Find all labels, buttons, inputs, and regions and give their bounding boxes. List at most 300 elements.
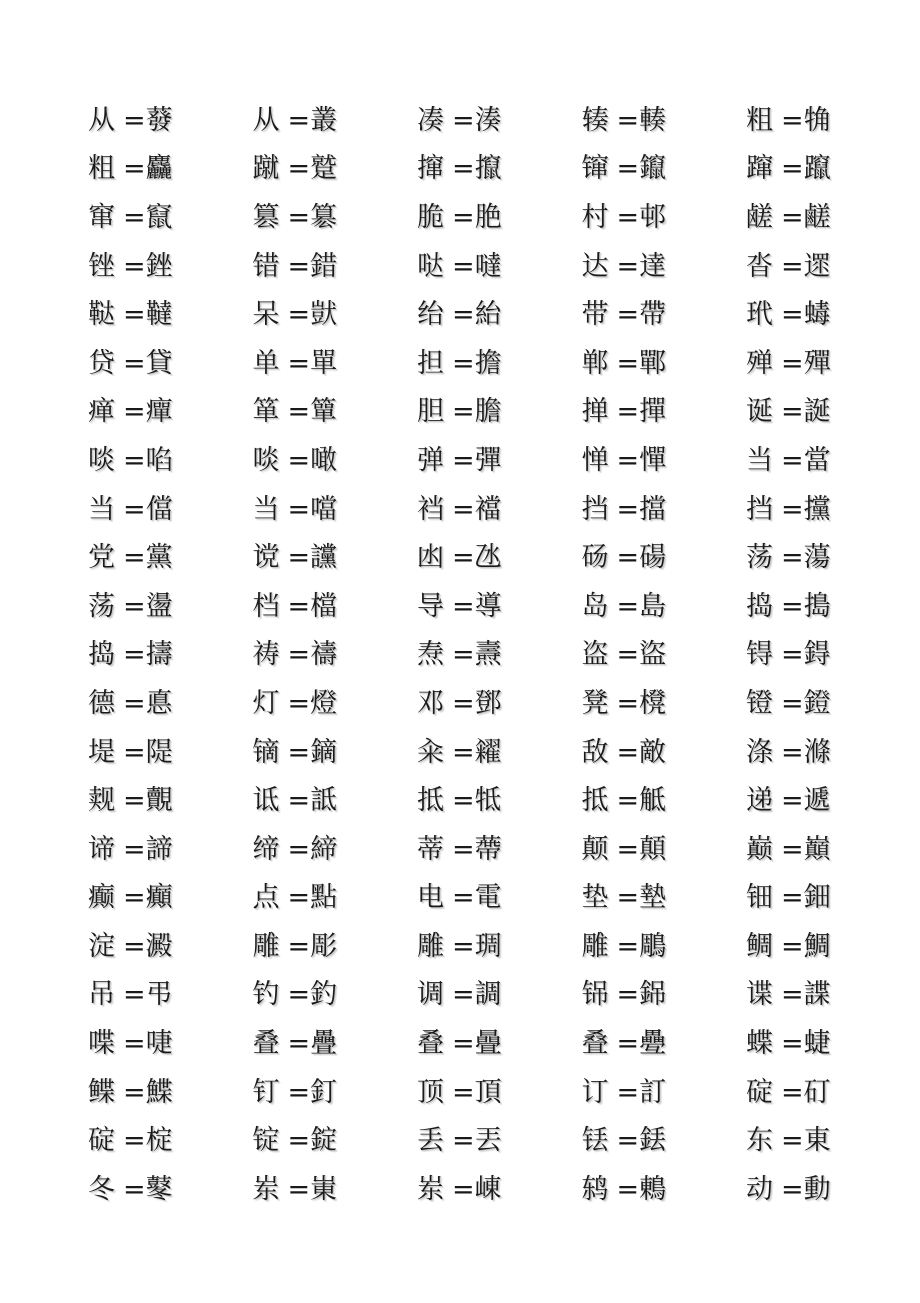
simplified-character: 蝶 xyxy=(746,1028,773,1060)
equals-sign: = xyxy=(781,444,804,476)
equals-sign: = xyxy=(123,201,146,233)
character-pair xyxy=(253,193,418,242)
variant-character: 頂 xyxy=(474,1076,502,1108)
character-pair xyxy=(582,145,747,194)
variant-character: 銱 xyxy=(639,979,667,1011)
character-pair xyxy=(417,631,582,680)
variant-character: 達 xyxy=(639,250,667,282)
character-pair xyxy=(88,971,253,1020)
character-pair xyxy=(88,436,253,485)
equals-sign: = xyxy=(781,785,804,817)
character-pair xyxy=(746,582,911,631)
simplified-character: 抵 xyxy=(417,785,444,817)
equals-sign: = xyxy=(123,104,146,136)
simplified-character: 裆 xyxy=(417,493,444,525)
equals-sign: = xyxy=(452,542,475,574)
character-pair xyxy=(746,776,911,825)
simplified-character: 弹 xyxy=(417,444,444,476)
variant-character: 蕩 xyxy=(803,542,831,574)
equals-sign: = xyxy=(781,1173,804,1205)
character-pair xyxy=(746,339,911,388)
variant-character: 訂 xyxy=(639,1076,667,1108)
simplified-character: 德 xyxy=(88,687,115,719)
simplified-character: 蒂 xyxy=(417,833,444,865)
simplified-character: 碇 xyxy=(88,1125,115,1157)
simplified-character: 荡 xyxy=(746,542,773,574)
character-pair xyxy=(582,1165,747,1214)
variant-character: 邨 xyxy=(639,201,667,233)
variant-character: 鄲 xyxy=(639,347,667,379)
variant-character: 締 xyxy=(310,833,338,865)
character-pair xyxy=(88,582,253,631)
equals-sign: = xyxy=(287,979,311,1011)
variant-character: 蹵 xyxy=(310,153,338,185)
character-pair xyxy=(88,242,253,291)
character-pair xyxy=(582,436,747,485)
variant-character: 憚 xyxy=(639,444,667,476)
variant-character: 膽 xyxy=(474,396,502,428)
simplified-character: 蹴 xyxy=(252,153,280,185)
variant-character: 叢 xyxy=(310,104,338,136)
simplified-character: 点 xyxy=(252,882,280,914)
variant-character: 椗 xyxy=(145,1125,173,1157)
equals-sign: = xyxy=(287,590,311,622)
simplified-character: 顶 xyxy=(417,1076,444,1108)
equals-sign: = xyxy=(123,590,146,622)
variant-character: 鵰 xyxy=(639,930,667,962)
character-pair xyxy=(582,922,747,971)
equals-sign: = xyxy=(123,882,146,914)
character-pair xyxy=(417,971,582,1020)
variant-character: 殫 xyxy=(803,347,831,379)
equals-sign: = xyxy=(452,736,475,768)
equals-sign: = xyxy=(123,687,146,719)
character-pair xyxy=(253,436,418,485)
character-pair xyxy=(582,776,747,825)
variant-character: 擋 xyxy=(639,493,667,525)
variant-character: 牴 xyxy=(474,785,502,817)
character-pair xyxy=(746,728,911,777)
equals-sign: = xyxy=(287,493,311,525)
equals-sign: = xyxy=(616,104,640,136)
simplified-character: 雕 xyxy=(417,930,444,962)
character-pair xyxy=(582,728,747,777)
simplified-character: 谛 xyxy=(88,833,115,865)
character-pair xyxy=(417,485,582,534)
simplified-character: 粗 xyxy=(88,153,115,185)
variant-character: 蔕 xyxy=(474,833,502,865)
character-pair xyxy=(417,874,582,923)
character-pair xyxy=(253,145,418,194)
equals-sign: = xyxy=(781,930,804,962)
simplified-character: 谍 xyxy=(746,979,773,1011)
equals-sign: = xyxy=(123,1076,146,1108)
equals-sign: = xyxy=(616,347,640,379)
equals-sign: = xyxy=(123,299,146,331)
character-pair xyxy=(88,631,253,680)
variant-character: 銼 xyxy=(145,250,173,282)
simplified-character: 脆 xyxy=(417,201,444,233)
character-pair xyxy=(746,436,911,485)
simplified-character: 惮 xyxy=(581,444,609,476)
simplified-character: 叠 xyxy=(417,1028,444,1060)
variant-character: 釘 xyxy=(310,1076,338,1108)
character-pair xyxy=(746,631,911,680)
simplified-character: 鹾 xyxy=(746,201,773,233)
character-pair xyxy=(88,1165,253,1214)
variant-character: 鐙 xyxy=(803,687,831,719)
character-pair xyxy=(88,533,253,582)
equals-sign: = xyxy=(616,833,640,865)
simplified-character: 挡 xyxy=(746,493,773,525)
character-pair xyxy=(746,874,911,923)
equals-sign: = xyxy=(452,930,475,962)
variant-character: 簞 xyxy=(310,396,338,428)
simplified-character: 丢 xyxy=(417,1125,444,1157)
variant-character: 鼕 xyxy=(145,1173,173,1205)
simplified-character: 凑 xyxy=(417,104,444,136)
simplified-character: 从 xyxy=(252,104,280,136)
variant-character: 輳 xyxy=(639,104,667,136)
variant-character: 噠 xyxy=(474,250,502,282)
character-pair xyxy=(746,679,911,728)
variant-character: 盜 xyxy=(639,639,667,671)
variant-character: 擔 xyxy=(474,347,502,379)
simplified-character: 当 xyxy=(88,493,115,525)
character-pair xyxy=(582,242,747,291)
character-pair xyxy=(253,339,418,388)
simplified-character: 订 xyxy=(581,1076,609,1108)
equals-sign: = xyxy=(452,590,475,622)
simplified-character: 砀 xyxy=(581,542,609,574)
variant-character: 錯 xyxy=(310,250,338,282)
equals-sign: = xyxy=(781,590,804,622)
simplified-character: 玳 xyxy=(746,299,773,331)
equals-sign: = xyxy=(287,299,311,331)
character-pair xyxy=(417,776,582,825)
simplified-character: 档 xyxy=(252,590,280,622)
character-pair xyxy=(746,193,911,242)
variant-character: 紿 xyxy=(474,299,502,331)
character-pair xyxy=(582,1068,747,1117)
equals-sign: = xyxy=(452,1173,475,1205)
simplified-character: 镩 xyxy=(581,153,609,185)
character-pair xyxy=(88,874,253,923)
variant-character: 諦 xyxy=(145,833,173,865)
character-pair xyxy=(253,776,418,825)
equals-sign: = xyxy=(616,1076,640,1108)
equals-sign: = xyxy=(287,639,311,671)
character-pair xyxy=(746,1116,911,1165)
character-pair xyxy=(253,825,418,874)
simplified-character: 垫 xyxy=(581,882,609,914)
variant-character: 攩 xyxy=(803,493,831,525)
equals-sign: = xyxy=(781,979,804,1011)
equals-sign: = xyxy=(452,1125,475,1157)
equals-sign: = xyxy=(781,833,804,865)
equals-sign: = xyxy=(123,444,146,476)
variant-character: 脃 xyxy=(474,201,502,233)
character-pair xyxy=(88,1019,253,1068)
character-pair xyxy=(582,1019,747,1068)
simplified-character: 单 xyxy=(252,347,280,379)
simplified-character: 达 xyxy=(581,250,609,282)
variant-character: 墊 xyxy=(639,882,667,914)
equals-sign: = xyxy=(287,1125,311,1157)
equals-sign: = xyxy=(616,396,640,428)
character-pair xyxy=(253,922,418,971)
equals-sign: = xyxy=(616,444,640,476)
variant-character: 丟 xyxy=(474,1125,502,1157)
variant-character: 躥 xyxy=(803,153,831,185)
character-pair xyxy=(582,874,747,923)
simplified-character: 东 xyxy=(746,1125,773,1157)
character-pair xyxy=(417,922,582,971)
equals-sign: = xyxy=(287,833,311,865)
variant-character: 鶇 xyxy=(639,1173,667,1205)
variant-character: 禱 xyxy=(310,639,338,671)
equals-sign: = xyxy=(616,590,640,622)
equals-sign: = xyxy=(616,736,640,768)
character-pair xyxy=(746,825,911,874)
character-pair xyxy=(582,388,747,437)
equals-sign: = xyxy=(781,299,804,331)
variant-character: 鯛 xyxy=(803,930,831,962)
equals-sign: = xyxy=(452,347,475,379)
variant-character: 盪 xyxy=(145,590,173,622)
simplified-character: 盗 xyxy=(581,639,609,671)
simplified-character: 淀 xyxy=(88,930,115,962)
variant-character: 琱 xyxy=(474,930,502,962)
simplified-character: 抵 xyxy=(581,785,609,817)
variant-character: 噹 xyxy=(310,493,338,525)
variant-character: 獃 xyxy=(310,299,338,331)
character-pair xyxy=(417,679,582,728)
simplified-character: 从 xyxy=(88,104,115,136)
simplified-character: 喋 xyxy=(88,1028,115,1060)
character-pair xyxy=(88,728,253,777)
variant-character: 燈 xyxy=(310,687,338,719)
character-pair xyxy=(746,388,911,437)
simplified-character: 错 xyxy=(252,250,280,282)
variant-character: 黨 xyxy=(145,542,173,574)
equals-sign: = xyxy=(616,979,640,1011)
variant-character: 鹺 xyxy=(803,201,831,233)
equals-sign: = xyxy=(452,639,475,671)
simplified-character: 岽 xyxy=(252,1173,280,1205)
equals-sign: = xyxy=(452,687,475,719)
character-pair xyxy=(88,1068,253,1117)
character-pair xyxy=(582,339,747,388)
equals-sign: = xyxy=(781,1028,804,1060)
simplified-character: 篡 xyxy=(252,201,280,233)
equals-sign: = xyxy=(123,1028,146,1060)
simplified-character: 癫 xyxy=(88,882,115,914)
simplified-character: 镝 xyxy=(252,736,280,768)
simplified-character: 粗 xyxy=(746,104,773,136)
simplified-character: 凼 xyxy=(417,542,444,574)
character-pair xyxy=(746,290,911,339)
variant-character: 點 xyxy=(310,882,338,914)
variant-character: 調 xyxy=(474,979,502,1011)
equals-sign: = xyxy=(452,979,475,1011)
equals-sign: = xyxy=(452,833,475,865)
variant-character: 鑹 xyxy=(639,153,667,185)
equals-sign: = xyxy=(123,785,146,817)
character-pair xyxy=(88,1116,253,1165)
simplified-character: 箪 xyxy=(252,396,280,428)
simplified-character: 殚 xyxy=(746,347,773,379)
variant-character: 單 xyxy=(310,347,338,379)
character-pair xyxy=(417,436,582,485)
equals-sign: = xyxy=(287,687,311,719)
variant-character: 韃 xyxy=(145,299,173,331)
character-pair xyxy=(417,339,582,388)
simplified-character: 瘅 xyxy=(88,396,115,428)
variant-character: 帶 xyxy=(639,299,667,331)
character-pair xyxy=(746,242,911,291)
simplified-character: 灯 xyxy=(252,687,280,719)
variant-character: 曡 xyxy=(474,1028,502,1060)
character-pair xyxy=(417,1019,582,1068)
simplified-character: 籴 xyxy=(417,736,444,768)
variant-character: 錠 xyxy=(310,1125,338,1157)
simplified-character: 挡 xyxy=(581,493,609,525)
simplified-character: 撺 xyxy=(417,153,444,185)
equals-sign: = xyxy=(123,347,146,379)
variant-character: 崬 xyxy=(310,1173,338,1205)
equals-sign: = xyxy=(452,444,475,476)
character-pair xyxy=(253,1068,418,1117)
simplified-character: 颠 xyxy=(581,833,609,865)
variant-character: 觕 xyxy=(803,104,831,136)
equals-sign: = xyxy=(123,250,146,282)
character-pair xyxy=(253,874,418,923)
simplified-character: 谠 xyxy=(252,542,280,574)
character-pair xyxy=(253,533,418,582)
equals-sign: = xyxy=(781,396,804,428)
character-pair xyxy=(253,485,418,534)
variant-character: 攛 xyxy=(474,153,502,185)
equals-sign: = xyxy=(616,250,640,282)
simplified-character: 鞑 xyxy=(88,299,115,331)
character-pair xyxy=(417,290,582,339)
simplified-character: 锉 xyxy=(88,250,115,282)
equals-sign: = xyxy=(781,1076,804,1108)
simplified-character: 焘 xyxy=(417,639,444,671)
equals-sign: = xyxy=(616,882,640,914)
character-pair xyxy=(253,971,418,1020)
character-pair xyxy=(88,290,253,339)
simplified-character: 辏 xyxy=(581,104,609,136)
simplified-character: 鲽 xyxy=(88,1076,115,1108)
simplified-character: 祷 xyxy=(252,639,280,671)
variant-character: 觝 xyxy=(639,785,667,817)
equals-sign: = xyxy=(616,930,640,962)
variant-character: 癲 xyxy=(145,882,173,914)
variant-character: 彈 xyxy=(474,444,502,476)
character-pair xyxy=(746,922,911,971)
character-pair xyxy=(253,1116,418,1165)
equals-sign: = xyxy=(616,639,640,671)
equals-sign: = xyxy=(287,882,311,914)
character-pair xyxy=(746,1165,911,1214)
character-pair xyxy=(88,922,253,971)
equals-sign: = xyxy=(616,1028,640,1060)
equals-sign: = xyxy=(287,201,311,233)
equals-sign: = xyxy=(452,493,475,525)
character-pair xyxy=(746,1019,911,1068)
character-pair xyxy=(582,679,747,728)
equals-sign: = xyxy=(123,1173,146,1205)
equals-sign: = xyxy=(452,250,475,282)
simplified-character: 冬 xyxy=(88,1173,115,1205)
variant-character: 蕟 xyxy=(145,104,173,136)
variant-character: 讜 xyxy=(310,542,338,574)
equals-sign: = xyxy=(287,444,311,476)
character-pair xyxy=(582,96,747,145)
character-pair xyxy=(582,1116,747,1165)
simplified-character: 敌 xyxy=(581,736,609,768)
variant-character: 燾 xyxy=(474,639,502,671)
simplified-character: 调 xyxy=(417,979,444,1011)
character-pair xyxy=(253,96,418,145)
simplified-character: 邓 xyxy=(417,687,444,719)
character-pair xyxy=(88,776,253,825)
character-pair xyxy=(582,485,747,534)
character-pair xyxy=(582,193,747,242)
simplified-character: 雕 xyxy=(581,930,609,962)
character-pair xyxy=(417,1116,582,1165)
character-pair xyxy=(253,679,418,728)
simplified-character: 郸 xyxy=(581,347,609,379)
equals-sign: = xyxy=(781,153,804,185)
character-pair xyxy=(417,582,582,631)
equals-sign: = xyxy=(452,785,475,817)
variant-character: 鰈 xyxy=(145,1076,173,1108)
simplified-character: 导 xyxy=(417,590,444,622)
equals-sign: = xyxy=(287,1028,311,1060)
simplified-character: 党 xyxy=(88,542,115,574)
character-pair xyxy=(746,971,911,1020)
simplified-character: 带 xyxy=(581,299,609,331)
equals-sign: = xyxy=(123,1125,146,1157)
simplified-character: 鲷 xyxy=(746,930,773,962)
character-pair xyxy=(88,485,253,534)
simplified-character: 鸫 xyxy=(581,1173,609,1205)
equals-sign: = xyxy=(616,1173,640,1205)
variant-character: 櫈 xyxy=(639,687,667,719)
simplified-character: 雕 xyxy=(252,930,280,962)
equals-sign: = xyxy=(287,1173,311,1205)
variant-character: 巔 xyxy=(803,833,831,865)
equals-sign: = xyxy=(452,153,475,185)
variant-character: 誕 xyxy=(803,396,831,428)
character-pair xyxy=(582,825,747,874)
simplified-character: 电 xyxy=(417,882,444,914)
simplified-character: 蹿 xyxy=(746,153,773,185)
simplified-character: 钓 xyxy=(252,979,280,1011)
equals-sign: = xyxy=(781,104,804,136)
simplified-character: 铞 xyxy=(581,979,609,1011)
character-pair xyxy=(253,1019,418,1068)
simplified-character: 当 xyxy=(252,493,280,525)
variant-character: 簒 xyxy=(310,201,338,233)
variant-character: 鈿 xyxy=(803,882,831,914)
equals-sign: = xyxy=(287,153,311,185)
equals-sign: = xyxy=(781,736,804,768)
equals-sign: = xyxy=(287,930,311,962)
